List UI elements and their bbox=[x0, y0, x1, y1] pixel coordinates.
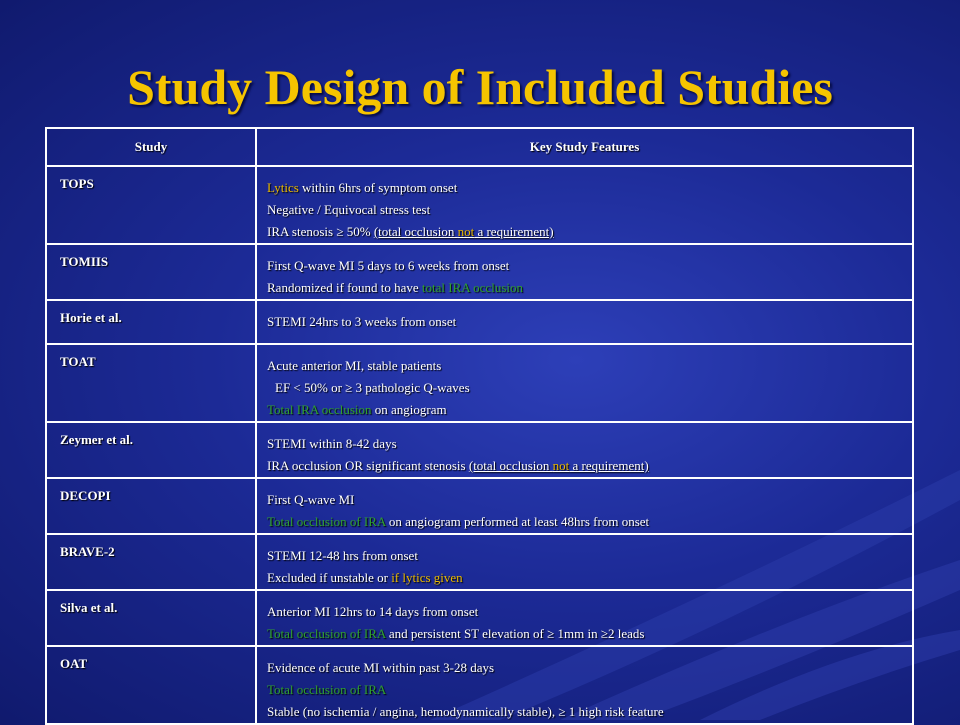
slide-title: Study Design of Included Studies bbox=[127, 59, 833, 115]
study-features bbox=[256, 478, 913, 534]
study-name: TOAT bbox=[46, 344, 256, 422]
study-name: Zeymer et al. bbox=[46, 422, 256, 478]
study-name: TOPS bbox=[46, 166, 256, 244]
feature-line: Acute anterior MI, stable patients bbox=[267, 358, 442, 373]
table-row bbox=[46, 590, 913, 646]
study-features bbox=[256, 300, 913, 344]
table-row bbox=[46, 244, 913, 300]
feature-line: Excluded if unstable or if lytics given bbox=[267, 570, 463, 585]
study-design-table bbox=[45, 127, 914, 725]
study-name: BRAVE-2 bbox=[46, 534, 256, 590]
feature-line: First Q-wave MI bbox=[267, 492, 355, 507]
feature-line: STEMI 24hrs to 3 weeks from onset bbox=[267, 314, 457, 329]
table-row bbox=[46, 534, 913, 590]
study-features bbox=[256, 646, 913, 724]
table-row bbox=[46, 344, 913, 422]
table-row bbox=[46, 300, 913, 344]
table-row bbox=[46, 478, 913, 534]
table-row bbox=[46, 646, 913, 724]
study-name: DECOPI bbox=[46, 478, 256, 534]
study-features bbox=[256, 422, 913, 478]
header-key-features: Key Study Features bbox=[256, 128, 913, 166]
feature-line: Randomized if found to have total IRA occlusion bbox=[267, 280, 523, 295]
feature-line: Anterior MI 12hrs to 14 days from onset bbox=[267, 604, 479, 619]
header-study: Study bbox=[46, 128, 256, 166]
study-features bbox=[256, 244, 913, 300]
feature-line: Lytics within 6hrs of symptom onset bbox=[267, 180, 458, 195]
feature-line: Negative / Equivocal stress test bbox=[267, 202, 431, 217]
feature-line: Total occlusion of IRA and persistent ST elevation of ≥ 1mm in ≥2 leads bbox=[267, 626, 645, 641]
study-features bbox=[256, 344, 913, 422]
study-features bbox=[256, 534, 913, 590]
study-features bbox=[256, 590, 913, 646]
feature-line: IRA stenosis ≥ 50% (total occlusion not a requirement) bbox=[267, 224, 554, 239]
table-header-row bbox=[46, 128, 913, 166]
feature-line: IRA occlusion OR significant stenosis (total occlusion not a requirement) bbox=[267, 458, 649, 473]
feature-line: Total occlusion of IRA bbox=[267, 682, 387, 697]
feature-line: Evidence of acute MI within past 3-28 days bbox=[267, 660, 495, 675]
table-row bbox=[46, 422, 913, 478]
feature-line: EF < 50% or ≥ 3 pathologic Q-waves bbox=[275, 380, 470, 395]
feature-line: First Q-wave MI 5 days to 6 weeks from onset bbox=[267, 258, 510, 273]
feature-line: Stable (no ischemia / angina, hemodynamically stable), ≥ 1 high risk feature bbox=[267, 704, 664, 719]
study-name: TOMIIS bbox=[46, 244, 256, 300]
feature-line: STEMI within 8-42 days bbox=[267, 436, 397, 451]
study-name: Silva et al. bbox=[46, 590, 256, 646]
feature-line: Total IRA occlusion on angiogram bbox=[267, 402, 447, 417]
table-row bbox=[46, 166, 913, 244]
study-name: OAT bbox=[46, 646, 256, 724]
feature-line: STEMI 12-48 hrs from onset bbox=[267, 548, 418, 563]
study-name: Horie et al. bbox=[46, 300, 256, 344]
feature-line: Total occlusion of IRA on angiogram performed at least 48hrs from onset bbox=[267, 514, 650, 529]
study-features bbox=[256, 166, 913, 244]
